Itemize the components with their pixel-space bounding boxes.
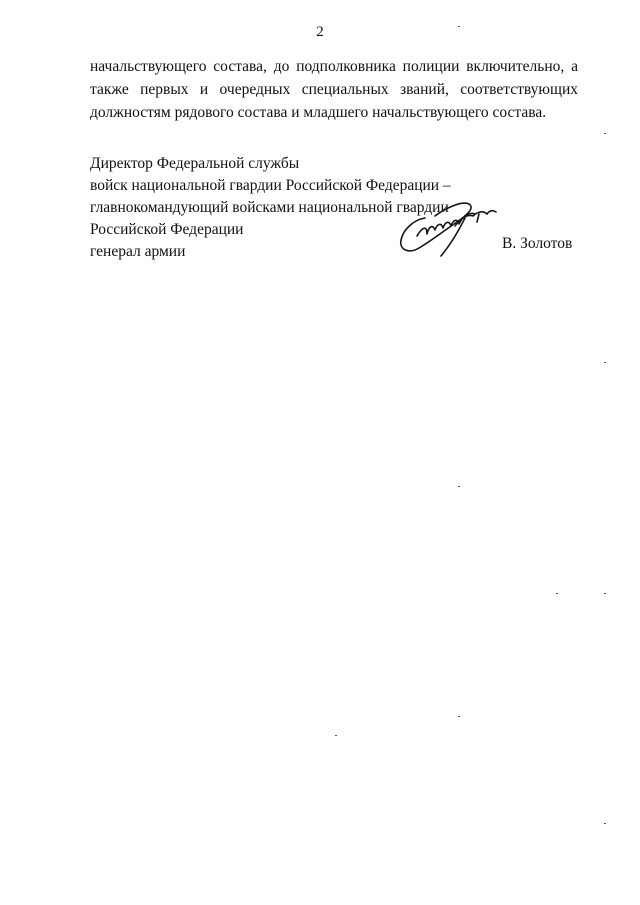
scan-speck	[458, 486, 460, 487]
scan-speck	[335, 735, 337, 736]
scan-speck	[604, 133, 606, 134]
position-line: Российской Федерации	[90, 221, 244, 238]
signatory-name: В. Золотов	[502, 235, 573, 252]
handwritten-signature	[395, 192, 500, 262]
body-paragraph	[90, 55, 578, 124]
scan-speck	[604, 593, 606, 594]
rank-line: генерал армии	[90, 243, 186, 260]
scan-speck	[458, 26, 460, 27]
scan-speck	[604, 362, 606, 363]
body-line: также первых и очередных специальных званий, соответствующих	[90, 81, 578, 98]
scan-speck	[458, 716, 460, 717]
body-line: должностям рядового состава и младшего начальствующего состава.	[90, 104, 547, 121]
position-line: главнокомандующий войсками национальной гвардии	[90, 199, 449, 216]
scan-speck	[556, 593, 558, 594]
body-line: начальствующего состава, до подполковника полиции включительно, а	[90, 58, 578, 75]
position-line: Директор Федеральной службы	[90, 155, 300, 172]
position-line: войск национальной гвардии Российской Федерации –	[90, 177, 451, 194]
scan-speck	[604, 823, 606, 824]
page-number: 2	[316, 24, 324, 40]
